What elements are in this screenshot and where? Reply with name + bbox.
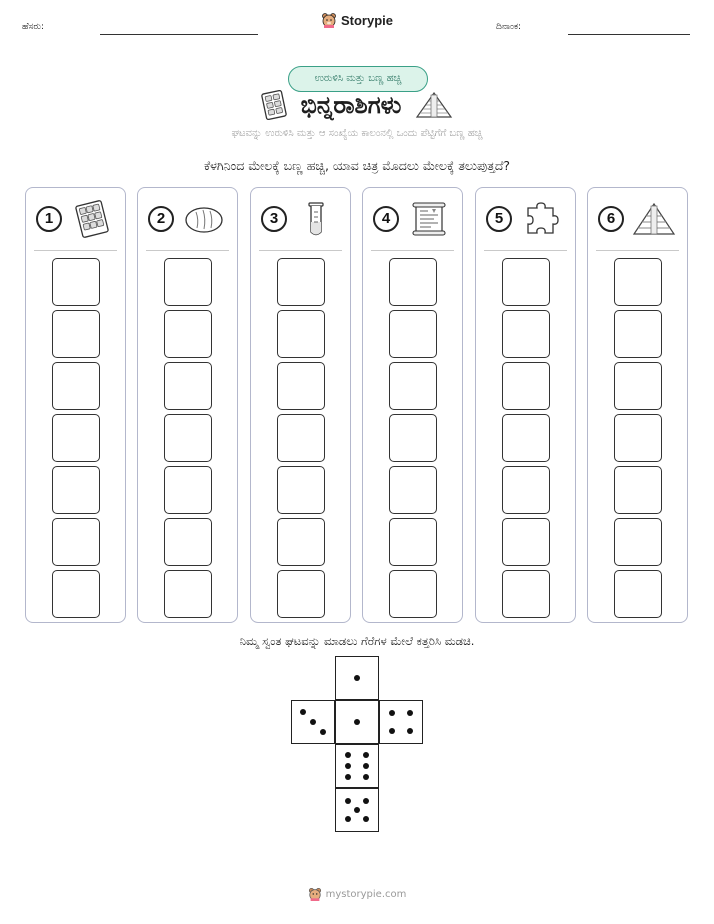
die-face-1 [335,700,379,744]
color-box[interactable] [614,258,662,306]
brand-name: Storypie [340,12,393,28]
color-box[interactable] [277,518,325,566]
color-box[interactable] [52,310,100,358]
die-pip [407,710,413,716]
color-box[interactable] [502,258,550,306]
test-tube-icon [295,200,339,238]
color-box[interactable] [502,518,550,566]
color-box[interactable] [502,414,550,462]
color-box[interactable] [614,310,662,358]
cutout-instruction: ನಿಮ್ಮ ಸ್ವಂತ ಘಟವನ್ನು ಮಾಡಲು ಗೆರೆಗಳ ಮೇಲೆ ಕತ್ತರಿಸಿ ಮಡಚಿ. [239,634,475,648]
die-pip [300,709,306,715]
chocolate-bar-icon [70,200,114,238]
color-box[interactable] [164,570,212,618]
puzzle-piece-icon [520,200,564,238]
page-title: ಭಿನ್ನರಾಶಿಗಳು [300,91,402,119]
color-box[interactable] [614,362,662,410]
column-number: 1 [36,206,62,232]
question: ಕೆಳಗಿನಿಂದ ಮೇಲಕ್ಕೆ ಬಣ್ಣ ಹಚ್ಚಿ, ಯಾವ ಚಿತ್ರ ಮೊದಲು ಮೇಲಕ್ಕೆ ತಲುಪುತ್ತದೆ? [203,158,511,173]
die-pip [345,798,351,804]
column-number: 2 [148,206,174,232]
column-divider [34,250,117,251]
column-number: 4 [373,206,399,232]
color-box[interactable] [164,414,212,462]
column-divider [371,250,454,251]
date-line [568,34,690,35]
die-face-5 [335,788,379,832]
title-row [0,90,714,124]
bear-mascot-icon [308,887,322,901]
color-box[interactable] [614,518,662,566]
column-5 [475,187,576,623]
die-face-6 [335,744,379,788]
color-box[interactable] [52,414,100,462]
name-label: ಹೆಸರು: [22,22,45,32]
column-4 [362,187,463,623]
color-box[interactable] [614,466,662,514]
die-pip [363,763,369,769]
column-divider [259,250,342,251]
die-pip [354,719,360,725]
die-face-3 [291,700,335,744]
color-box[interactable] [52,466,100,514]
die-pip [320,729,326,735]
die-pip [363,752,369,758]
color-box[interactable] [389,414,437,462]
column-1 [25,187,126,623]
die-face-1 [335,656,379,700]
color-box[interactable] [52,362,100,410]
color-box[interactable] [614,570,662,618]
color-box[interactable] [52,570,100,618]
color-box[interactable] [277,310,325,358]
die-pip [345,816,351,822]
name-line [100,34,258,35]
color-box[interactable] [277,362,325,410]
chocolate-bar-icon [261,90,287,120]
color-box[interactable] [502,362,550,410]
die-pip [345,752,351,758]
color-box[interactable] [614,414,662,462]
color-box[interactable] [389,362,437,410]
color-box[interactable] [52,518,100,566]
color-box[interactable] [502,310,550,358]
date-label: ದಿನಾಂಕ: [496,22,522,32]
pyramid-icon [415,91,453,119]
column-divider [146,250,229,251]
die-pip [310,719,316,725]
die-pip [354,807,360,813]
color-box[interactable] [277,414,325,462]
activity-badge: ಉರುಳಿಸಿ ಮತ್ತು ಬಣ್ಣ ಹಚ್ಚಿ [288,66,428,92]
color-box[interactable] [389,310,437,358]
color-box[interactable] [164,258,212,306]
die-pip [354,675,360,681]
die-pip [345,763,351,769]
die-face-4 [379,700,423,744]
color-box[interactable] [502,466,550,514]
color-box[interactable] [277,466,325,514]
die-pip [345,774,351,780]
die-pip [407,728,413,734]
column-6 [587,187,688,623]
color-box[interactable] [502,570,550,618]
bread-loaf-icon [182,200,226,238]
column-divider [596,250,679,251]
die-pip [363,816,369,822]
footer [0,886,714,905]
color-box[interactable] [277,570,325,618]
color-box[interactable] [164,362,212,410]
column-number: 3 [261,206,287,232]
scroll-icon [407,200,451,238]
footer-url[interactable]: mystorypie.com [325,888,407,900]
brand-logo [0,12,714,32]
instructions: ಘಟವನ್ನು ಉರುಳಿಸಿ ಮತ್ತು ಆ ಸಂಖ್ಯೆಯ ಕಾಲಂನಲ್ಲಿ ಒಂದು ಪೆಟ್ಟಿಗೆಗೆ ಬಣ್ಣ ಹಚ್ಚಿ [231,128,483,139]
die-pip [363,798,369,804]
die-pip [363,774,369,780]
color-box[interactable] [277,258,325,306]
die-pip [389,728,395,734]
column-number: 6 [598,206,624,232]
column-divider [484,250,567,251]
bear-mascot-icon [321,12,337,28]
color-box[interactable] [164,518,212,566]
color-box[interactable] [389,258,437,306]
color-box[interactable] [389,570,437,618]
die-pip [389,710,395,716]
color-box[interactable] [389,466,437,514]
column-3 [250,187,351,623]
color-box[interactable] [52,258,100,306]
color-box[interactable] [164,310,212,358]
color-box[interactable] [164,466,212,514]
color-box[interactable] [389,518,437,566]
column-number: 5 [486,206,512,232]
pyramid-icon [632,200,676,238]
column-2 [137,187,238,623]
